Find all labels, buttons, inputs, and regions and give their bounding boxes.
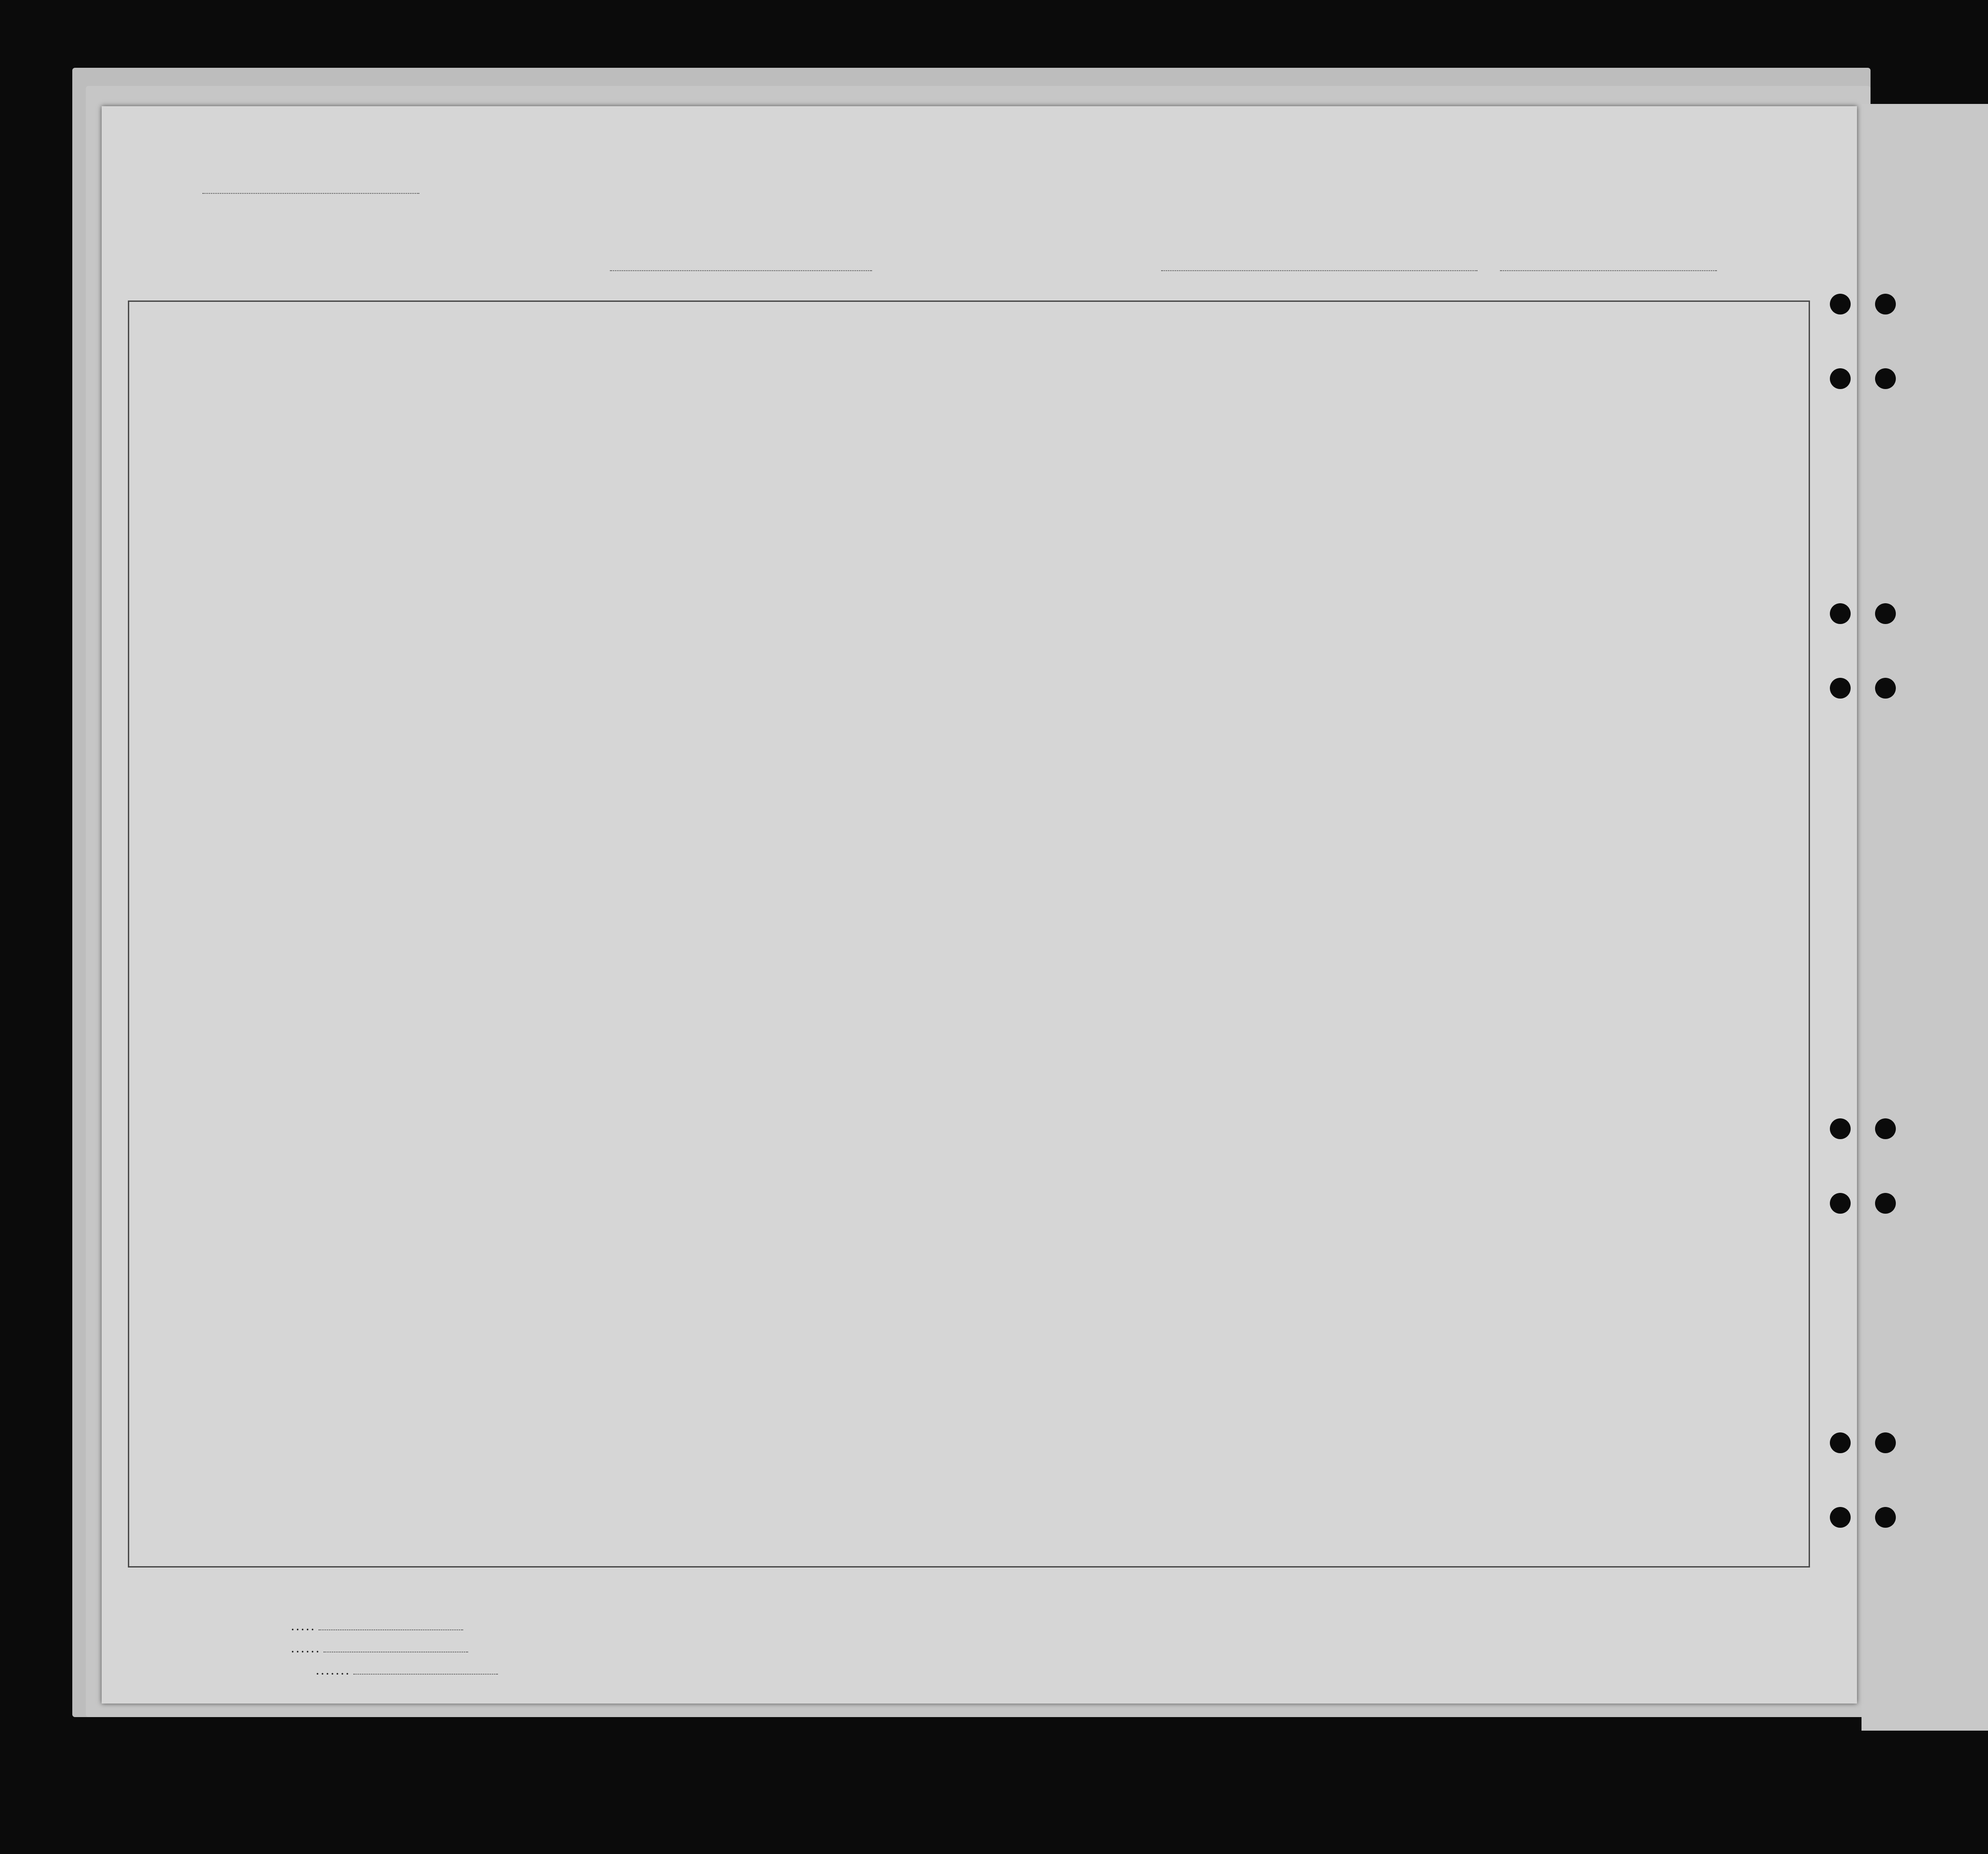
manifest-table (128, 300, 1810, 1568)
punch-hole (1830, 603, 1851, 624)
us-citizens-label: . . . . . . (291, 1643, 468, 1655)
list-blank (202, 193, 419, 194)
punch-hole (1830, 1507, 1851, 1528)
ship-name (610, 270, 872, 271)
total-passengers-blank (319, 1629, 463, 1630)
punch-hole (1830, 1118, 1851, 1139)
list-label (199, 181, 419, 198)
punch-hole (1875, 1507, 1896, 1528)
punch-hole (1875, 603, 1896, 624)
punch-hole (1830, 678, 1851, 699)
sailing-date (1500, 270, 1717, 271)
punch-hole (1875, 1432, 1896, 1453)
adjacent-page (1861, 104, 1988, 1731)
punch-hole (1830, 294, 1851, 314)
punch-hole (1875, 678, 1896, 699)
punch-hole (1830, 1193, 1851, 1214)
punch-hole (1875, 1118, 1896, 1139)
aliens-label: . . . . . . . (316, 1666, 498, 1677)
punch-hole (1875, 294, 1896, 314)
port-name (1161, 270, 1477, 271)
punch-hole (1830, 368, 1851, 389)
aliens-blank (353, 1674, 498, 1675)
punch-hole (1875, 368, 1896, 389)
punch-hole (1875, 1193, 1896, 1214)
punch-hole (1830, 1432, 1851, 1453)
total-passengers-label: . . . . . (291, 1621, 463, 1633)
